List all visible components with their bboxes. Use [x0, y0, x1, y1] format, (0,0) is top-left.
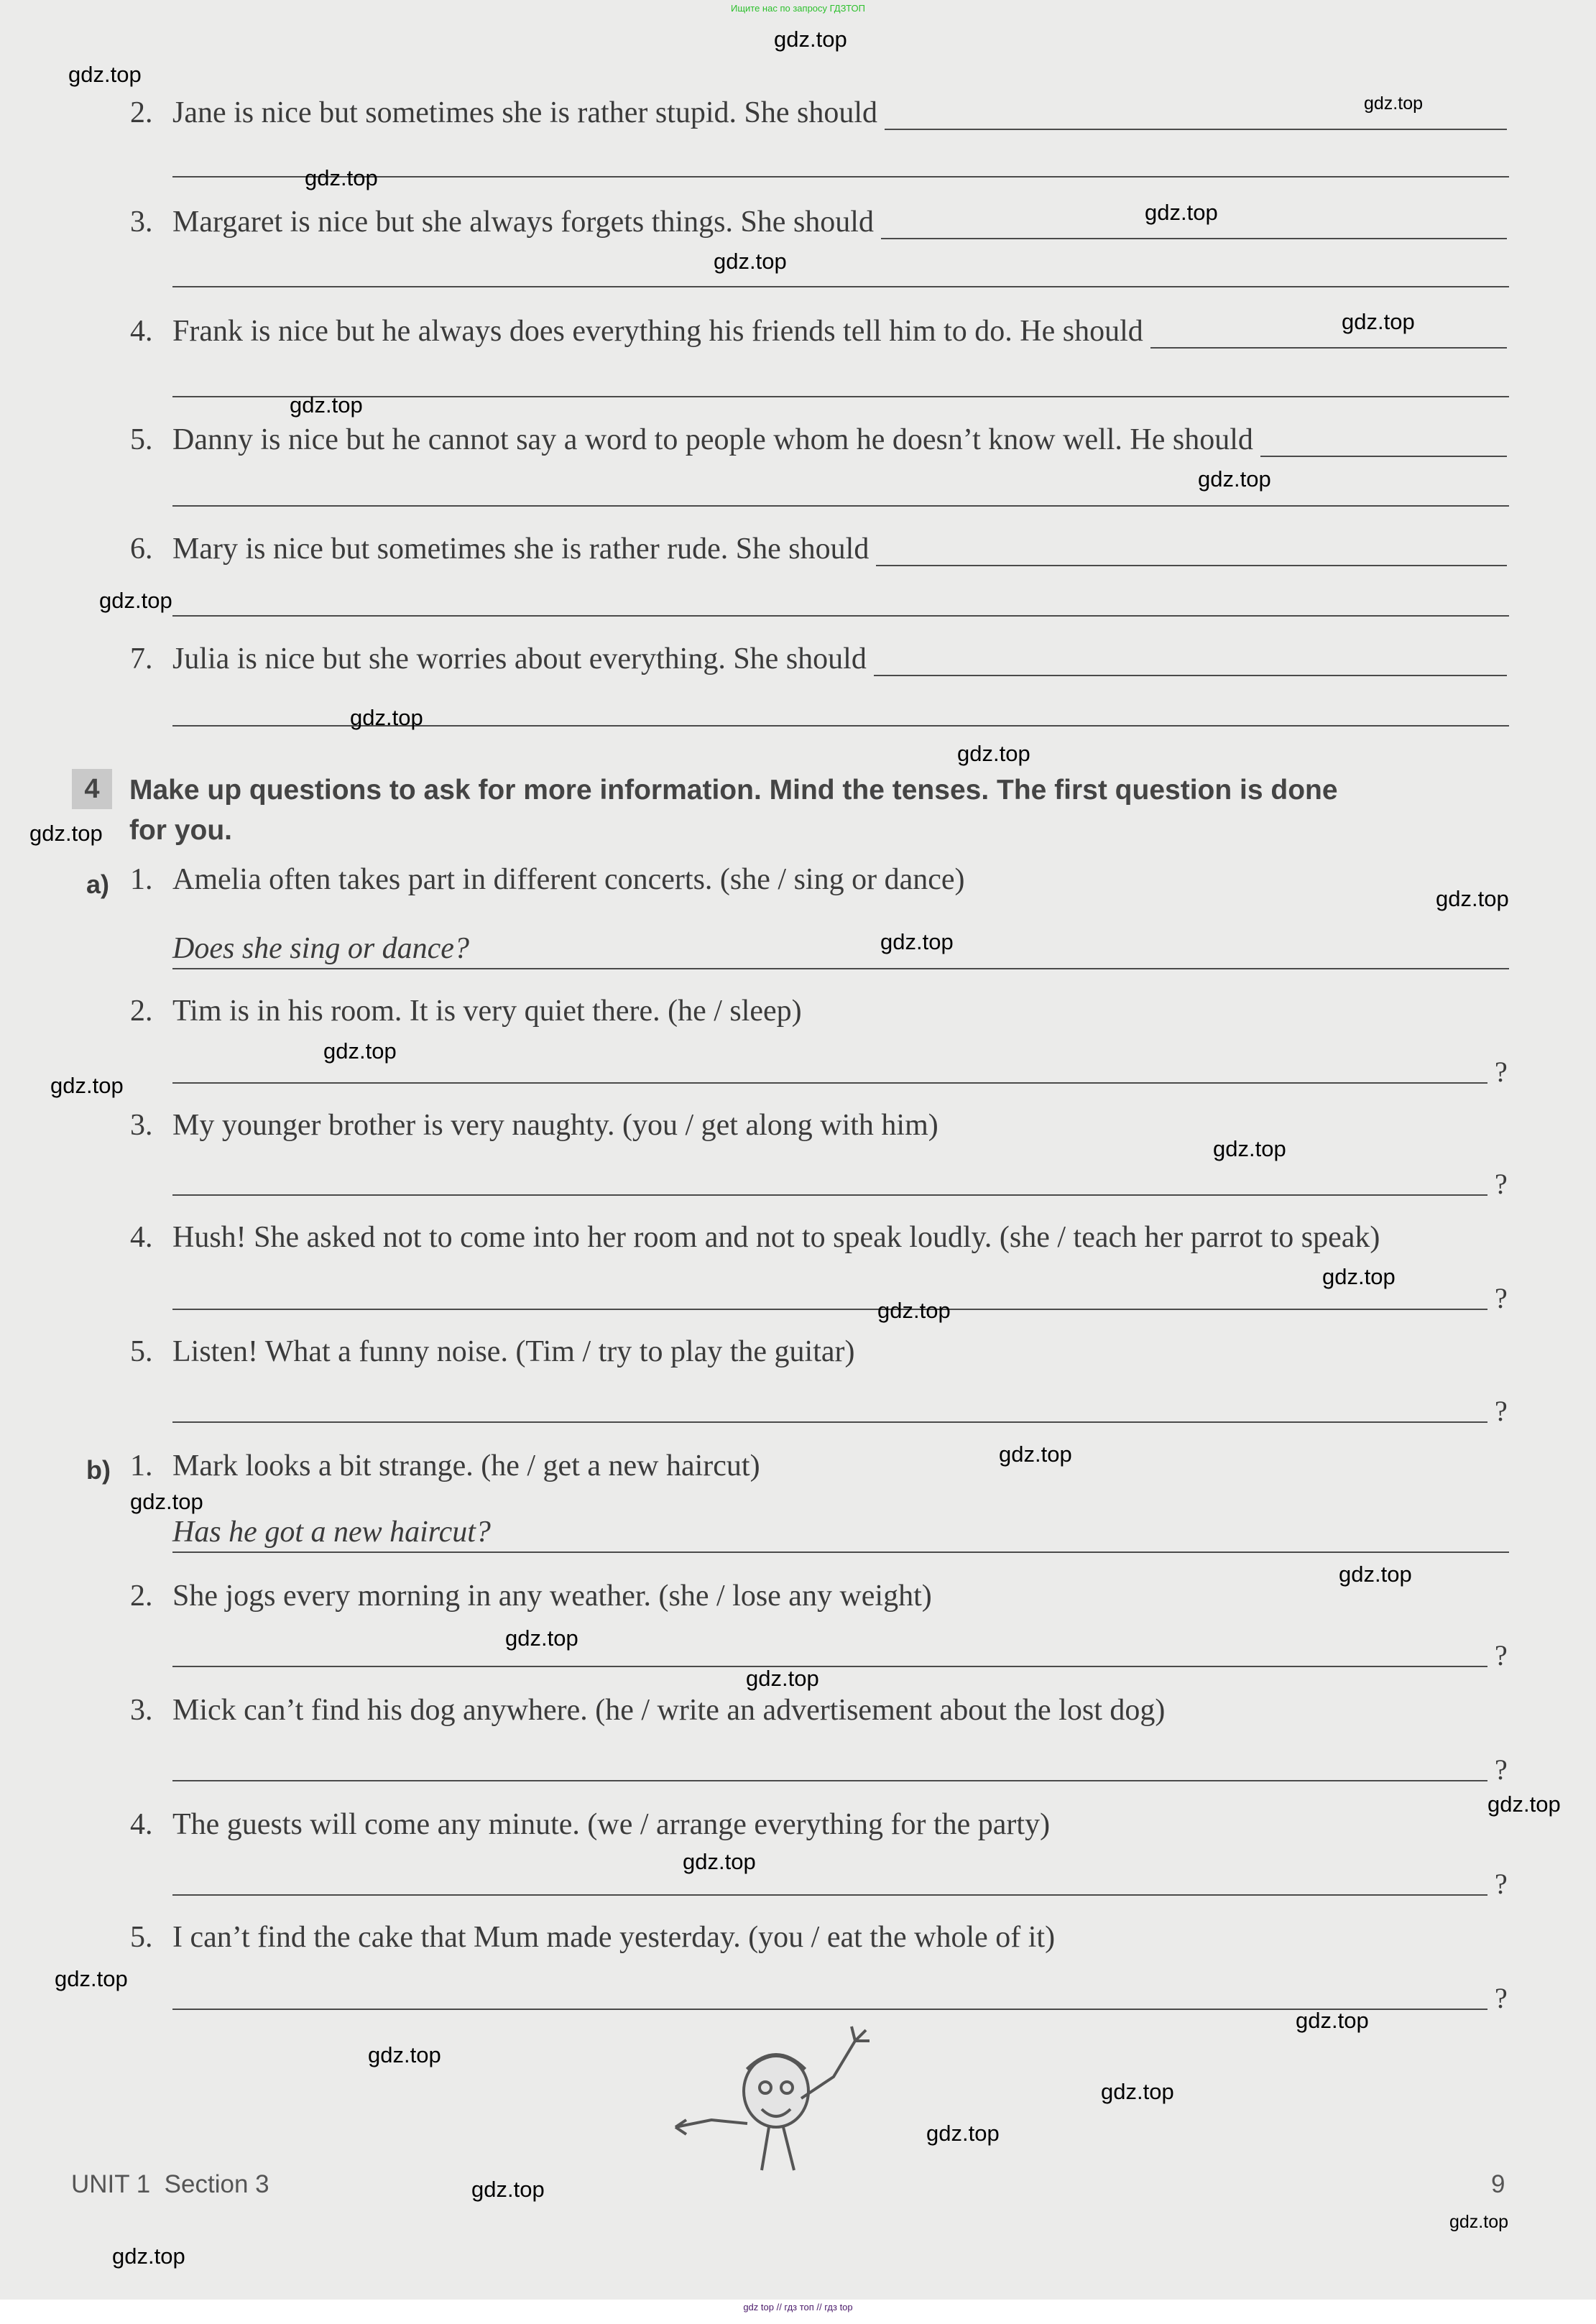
answer-line[interactable]: [172, 1894, 1487, 1896]
item-number: 1.: [130, 1449, 153, 1483]
watermark: gdz.top: [1296, 2008, 1369, 2033]
answer-line[interactable]: [172, 1082, 1487, 1084]
answer-line[interactable]: [1260, 433, 1507, 457]
answer-line[interactable]: [172, 505, 1509, 507]
watermark: gdz.top: [1145, 200, 1218, 225]
ex4b-item: [130, 1920, 1507, 1955]
item-number: 5.: [130, 1335, 153, 1368]
item-text: Hush! She asked not to come into her room and not to speak loudly. (she / teach her parrot to speak): [172, 1221, 1380, 1254]
question-mark: ?: [1495, 1168, 1508, 1200]
answer-line[interactable]: [172, 286, 1509, 287]
answer-line[interactable]: [874, 652, 1507, 676]
ex4b-item: [130, 1807, 1507, 1842]
watermark: gdz.top: [683, 1849, 756, 1874]
item-number: 5.: [130, 1921, 153, 1954]
answer-line[interactable]: [172, 1309, 1487, 1310]
item-number: 2.: [130, 995, 153, 1028]
example-answer: Does she sing or dance?: [172, 932, 469, 965]
ex4b-item: [130, 1449, 1507, 1483]
watermark: gdz.top: [1487, 1792, 1561, 1817]
watermark: gdz.top: [323, 1038, 397, 1064]
watermark: gdz.top: [880, 929, 954, 954]
item-text: Mark looks a bit strange. (he / get a new haircut): [172, 1449, 760, 1483]
item-text: The guests will come any minute. (we / arrange everything for the party): [172, 1808, 1051, 1841]
item-text: Jane is nice but sometimes she is rather stupid. She should: [172, 96, 878, 129]
watermark: gdz.top: [774, 27, 847, 52]
ex4a-item: [130, 994, 1507, 1028]
watermark: gdz.top: [112, 2244, 185, 2269]
watermark: gdz.top: [29, 821, 103, 846]
answer-line[interactable]: [172, 1666, 1487, 1667]
part-label: b): [86, 1455, 111, 1485]
watermark: gdz.top: [926, 2121, 1000, 2146]
item-number: 2.: [130, 1580, 153, 1613]
watermark: gdz.top: [68, 62, 142, 87]
item-number: 4.: [130, 1221, 153, 1254]
ex4b-item: [130, 1693, 1507, 1728]
watermark: gdz.top: [505, 1626, 578, 1651]
item-number: 6.: [130, 532, 153, 566]
ex3-item: [130, 314, 1507, 349]
item-text: Mary is nice but sometimes she is rather rude. She should: [172, 532, 870, 566]
item-text: Amelia often takes part in different concerts. (she / sing or dance): [172, 863, 965, 896]
answer-line[interactable]: [172, 1780, 1487, 1781]
ex4a-item: [130, 1334, 1507, 1369]
watermark: gdz.top: [1339, 1562, 1412, 1587]
item-text: Tim is in his room. It is very quiet there. (he / sleep): [172, 995, 802, 1028]
ex3-item: [130, 96, 1507, 130]
item-text: Margaret is nice but she always forgets things. She should: [172, 206, 874, 239]
watermark: gdz.top: [130, 1489, 203, 1514]
watermark: gdz.top: [1436, 886, 1509, 911]
unit-label: UNIT 1: [71, 2170, 151, 2198]
watermark: gdz.top: [714, 249, 787, 274]
watermark: gdz.top: [1342, 309, 1415, 334]
item-text: She jogs every morning in any weather. (she / lose any weight): [172, 1580, 932, 1613]
part-label: a): [86, 870, 110, 899]
item-number: 4.: [130, 315, 153, 348]
ex4a-item: [130, 862, 1507, 897]
item-number: 3.: [130, 206, 153, 239]
watermark: gdz.top: [55, 1966, 128, 1991]
top-banner: Ищите нас по запросу ГДЗТОП: [730, 3, 865, 14]
answer-line[interactable]: [172, 2009, 1487, 2010]
item-number: 2.: [130, 96, 153, 129]
watermark: gdz.top: [1101, 2079, 1174, 2104]
watermark: gdz.top: [1322, 1264, 1396, 1289]
watermark: gdz.top: [350, 705, 423, 730]
item-number: 3.: [130, 1109, 153, 1142]
item-text: Listen! What a funny noise. (Tim / try to play the guitar): [172, 1335, 855, 1368]
item-text: Danny is nice but he cannot say a word to people whom he doesn’t know well. He should: [172, 423, 1253, 456]
item-text: Mick can’t find his dog anywhere. (he / write an advertisement about the lost dog): [172, 1694, 1166, 1727]
question-mark: ?: [1495, 1753, 1508, 1786]
item-text: My younger brother is very naughty. (you / get along with him): [172, 1109, 938, 1142]
item-number: 3.: [130, 1694, 153, 1727]
example-answer: Has he got a new haircut?: [172, 1516, 491, 1549]
watermark: gdz.top: [471, 2177, 545, 2202]
watermark: gdz.top: [1198, 466, 1271, 492]
page-number: 9: [1491, 2170, 1505, 2198]
item-number: 1.: [130, 863, 153, 896]
question-mark: ?: [1495, 1056, 1508, 1088]
ex4b-item: [130, 1579, 1507, 1613]
watermark: gdz.top: [746, 1666, 819, 1691]
ex3-item: [130, 532, 1507, 566]
watermark: gdz.top: [290, 392, 363, 418]
ex4a-item: [130, 1108, 1507, 1143]
answer-line[interactable]: [172, 1551, 1509, 1553]
watermark: gdz.top: [999, 1442, 1072, 1467]
watermark: gdz.top: [368, 2042, 441, 2067]
watermark: gdz.top: [305, 165, 378, 190]
answer-line[interactable]: [172, 968, 1509, 969]
answer-line[interactable]: [1150, 324, 1507, 349]
watermark: gdz.top: [99, 588, 172, 613]
section-label: Section 3: [164, 2170, 269, 2198]
watermark: gdz.top: [877, 1298, 951, 1323]
item-text: Frank is nice but he always does everything his friends tell him to do. He should: [172, 315, 1143, 348]
answer-line[interactable]: [172, 1421, 1487, 1423]
item-number: 4.: [130, 1808, 153, 1841]
question-mark: ?: [1495, 1395, 1508, 1427]
exercise-instruction: Make up questions to ask for more information. Mind the tenses. The first question is done for you.: [129, 775, 1338, 846]
bottom-banner: gdz top // гдз топ // гдз top: [743, 2302, 853, 2313]
ex3-item: [130, 642, 1507, 676]
watermark: gdz.top: [50, 1073, 124, 1098]
question-mark: ?: [1495, 1868, 1508, 1900]
footer-unit: [71, 2170, 269, 2199]
watermark: gdz.top: [1364, 93, 1424, 114]
cartoon-boy-illustration: [668, 2019, 898, 2177]
item-number: 7.: [130, 642, 153, 675]
ex3-item: [130, 423, 1507, 457]
answer-line[interactable]: [172, 1194, 1487, 1196]
answer-line[interactable]: [876, 542, 1507, 566]
watermark: gdz.top: [1449, 2212, 1509, 2232]
watermark: gdz.top: [1213, 1136, 1286, 1161]
item-text: I can’t find the cake that Mum made yesterday. (you / eat the whole of it): [172, 1921, 1056, 1954]
answer-line[interactable]: [172, 615, 1509, 617]
ex4a-item: [130, 1220, 1507, 1255]
exercise-number-badge: 4: [72, 769, 112, 809]
item-number: 5.: [130, 423, 153, 456]
question-mark: ?: [1495, 1639, 1508, 1671]
watermark: gdz.top: [957, 741, 1030, 766]
answer-line[interactable]: [172, 396, 1509, 397]
question-mark: ?: [1495, 1982, 1508, 2014]
item-text: Julia is nice but she worries about everything. She should: [172, 642, 867, 675]
question-mark: ?: [1495, 1282, 1508, 1314]
ex3-item: [130, 205, 1507, 239]
